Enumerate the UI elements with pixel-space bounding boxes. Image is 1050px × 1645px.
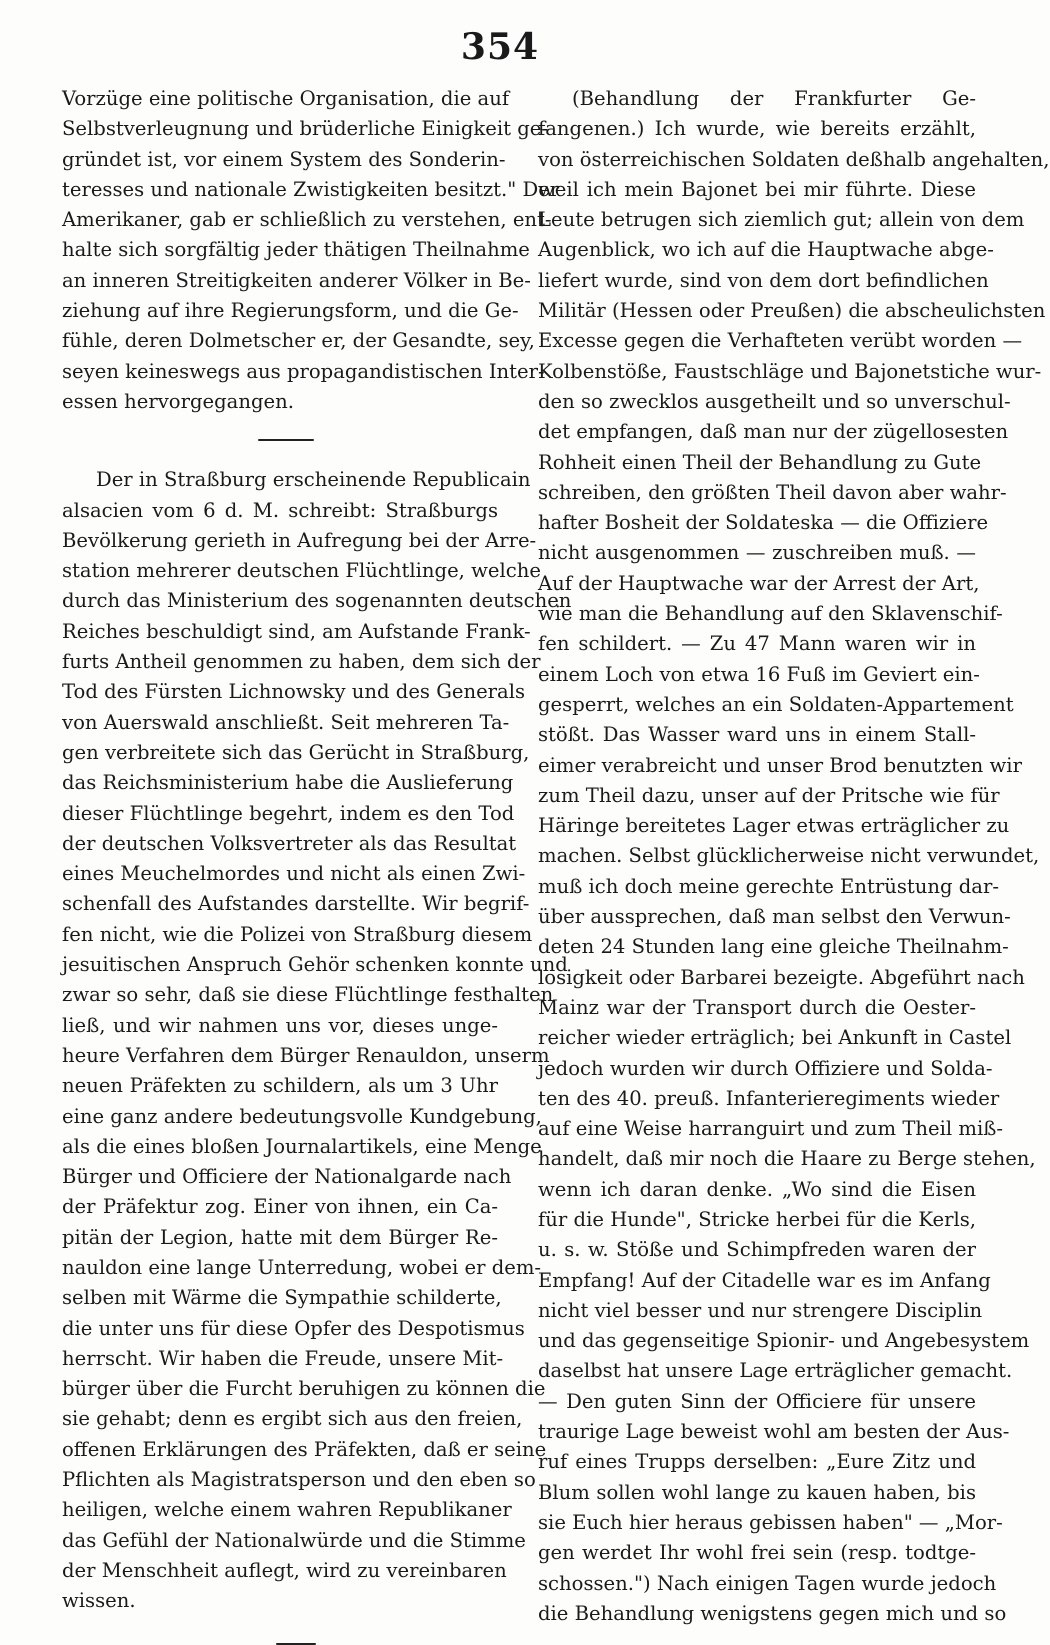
- text-line: Leute betrugen sich ziemlich gut; allein von dem: [538, 208, 1025, 232]
- text-line: traurige Lage beweist wohl am besten der Aus-: [538, 1420, 1010, 1444]
- text-line: Vorzüge eine politische Organisation, die auf: [62, 87, 510, 110]
- text-line: die Behandlung wenigstens gegen mich und so: [538, 1601, 1007, 1625]
- text-line: alsacien vom 6 d. M. schreibt: Straßburgs: [62, 498, 498, 522]
- text-line: jesuitischen Anspruch Gehör schenken konnte und: [62, 953, 568, 977]
- text-line: über aussprechen, daß man selbst den Verwun-: [538, 905, 1011, 929]
- text-line: fühle, deren Dolmetscher er, der Gesandte, sey,: [62, 329, 535, 353]
- text-line: als die eines bloßen Journalartikels, eine Menge: [62, 1134, 542, 1158]
- text-line: halte sich sorgfältig jeder thätigen Theilnahme: [62, 238, 530, 262]
- text-line: gesperrt, welches an ein Soldaten-Appartement: [538, 692, 1014, 716]
- text-line: handelt, daß mir noch die Haare zu Berge stehen,: [538, 1147, 1036, 1171]
- text-line: daselbst hat unsere Lage erträglicher gemacht.: [538, 1359, 1013, 1383]
- text-line: wie man die Behandlung auf den Sklavenschif-: [538, 602, 1003, 626]
- text-line: gen werdet Ihr wohl frei sein (resp. todtge-: [538, 1541, 976, 1565]
- text-line: det empfangen, daß man nur der zügellosesten: [538, 420, 1009, 444]
- text-line: ziehung auf ihre Regierungsform, und die Ge-: [62, 299, 519, 323]
- text-line: pitän der Legion, hatte mit dem Bürger Re-: [62, 1225, 498, 1249]
- text-line: durch das Ministerium des sogenannten deutschen: [62, 589, 572, 613]
- text-line: selben mit Wärme die Sympathie schilderte,: [62, 1286, 502, 1310]
- text-line: Auf der Hauptwache war der Arrest der Art,: [538, 571, 980, 595]
- text-line: Kolbenstöße, Faustschläge und Bajonetstiche wur-: [538, 359, 1042, 383]
- text-line: Der in Straßburg erscheinende Republicain: [96, 468, 531, 492]
- text-line: Bürger und Officiere der Nationalgarde nach: [62, 1165, 512, 1189]
- text-line: Rohheit einen Theil der Behandlung zu Gute: [538, 450, 982, 474]
- paragraph-frankfurt-prisoners: [538, 84, 1050, 1629]
- text-line: hafter Bosheit der Soldateska — die Offiziere: [538, 511, 989, 535]
- text-line: station mehrerer deutschen Flüchtlinge, welche: [62, 559, 541, 583]
- text-line: den so zwecklos ausgetheilt und so unverschul-: [538, 389, 1011, 413]
- text-line: neuen Präfekten zu schildern, als um 3 Uhr: [62, 1074, 498, 1098]
- text-line: sie gehabt; denn es ergibt sich aus den freien,: [62, 1407, 523, 1431]
- text-line: Augenblick, wo ich auf die Hauptwache abge-: [538, 238, 994, 262]
- text-line: zum Theil dazu, unser auf der Pritsche wie für: [538, 783, 1000, 807]
- text-line: Militär (Hessen oder Preußen) die abscheulichsten: [538, 299, 1046, 323]
- text-line: schenfall des Aufstandes darstellte. Wir begrif-: [62, 892, 530, 916]
- text-line: von österreichischen Soldaten deßhalb angehalten,: [538, 147, 1050, 171]
- text-line: muß ich doch meine gerechte Entrüstung dar-: [538, 874, 999, 898]
- text-line: schreiben, den größten Theil davon aber wahr-: [538, 480, 1007, 504]
- text-line: — Den guten Sinn der Officiere für unsere: [538, 1389, 976, 1413]
- text-line: der Menschheit auflegt, wird zu vereinbaren: [62, 1558, 507, 1582]
- text-line: weil ich mein Bajonet bei mir führte. Diese: [538, 177, 976, 201]
- text-line: der Präfektur zog. Einer von ihnen, ein Ca-: [62, 1195, 498, 1219]
- text-line: auf eine Weise harranguirt und zum Theil miß-: [538, 1117, 1003, 1141]
- text-line: die unter uns für diese Opfer des Despotismus: [62, 1316, 525, 1340]
- text-line: fen schildert. — Zu 47 Mann waren wir in: [538, 632, 976, 656]
- text-line: Häringe bereitetes Lager etwas erträglicher zu: [538, 814, 1010, 838]
- text-line: das Reichsministerium habe die Auslieferung: [62, 771, 514, 795]
- text-line: wenn ich daran denke. „Wo sind die Eisen: [538, 1177, 976, 1201]
- text-line: ruf eines Trupps derselben: „Eure Zitz und: [538, 1450, 976, 1474]
- text-line: nauldon eine lange Unterredung, wobei er dem-: [62, 1255, 542, 1279]
- end-divider: [276, 1643, 316, 1645]
- text-line: Selbstverleugnung und brüderliche Einigkeit ge-: [62, 117, 549, 141]
- text-line: und das gegenseitige Spionir- und Angebesystem: [538, 1329, 1030, 1353]
- text-line: für die Hunde", Stricke herbei für die Kerls,: [538, 1207, 976, 1231]
- text-line: Amerikaner, gab er schließlich zu verstehen, ent-: [62, 208, 552, 232]
- text-line: eine ganz andere bedeutungsvolle Kundgebung,: [62, 1104, 542, 1128]
- text-line: essen hervorgegangen.: [62, 389, 294, 413]
- text-line: teresses und nationale Zwistigkeiten besitzt." Der: [62, 177, 560, 201]
- text-line: der deutschen Volksvertreter als das Resultat: [62, 831, 517, 855]
- text-line: fangenen.) Ich wurde, wie bereits erzählt,: [538, 117, 976, 141]
- text-line: Reiches beschuldigt sind, am Aufstande Frank-: [62, 619, 531, 643]
- text-line: seyen keineswegs aus propagandistischen Inter-: [62, 359, 545, 383]
- text-line: Tod des Fürsten Lichnowsky und des Generals: [62, 680, 526, 704]
- text-line: u. s. w. Stöße und Schimpfreden waren der: [538, 1238, 976, 1262]
- text-line: Blum sollen wohl lange zu kauen haben, bis: [538, 1480, 976, 1504]
- text-line: sie Euch hier heraus gebissen haben" — „Mor-: [538, 1510, 1003, 1534]
- text-line: deten 24 Stunden lang eine gleiche Theilnahm-: [538, 935, 1009, 959]
- text-line: (Behandlung der Frankfurter Ge-: [572, 87, 976, 110]
- text-line: Bevölkerung gerieth in Aufregung bei der Arre-: [62, 528, 537, 552]
- text-line: reicher wieder erträglich; bei Ankunft in Castel: [538, 1026, 1012, 1050]
- text-line: nicht ausgenommen — zuschreiben muß. —: [538, 541, 976, 565]
- text-line: das Gefühl der Nationalwürde und die Stimme: [62, 1528, 526, 1552]
- text-line: schossen.") Nach einigen Tagen wurde jedoch: [538, 1571, 997, 1595]
- text-line: Empfang! Auf der Citadelle war es im Anfang: [538, 1268, 991, 1292]
- text-line: offenen Erklärungen des Präfekten, daß er seine: [62, 1437, 547, 1461]
- text-line: nicht viel besser und nur strengere Disciplin: [538, 1298, 983, 1322]
- section-divider: [258, 439, 314, 441]
- text-line: furts Antheil genommen zu haben, dem sich der: [62, 650, 541, 674]
- text-line: wissen.: [62, 1589, 136, 1613]
- text-line: dieser Flüchtlinge begehrt, indem es den Tod: [62, 801, 515, 825]
- text-line: an inneren Streitigkeiten anderer Völker in Be-: [62, 268, 531, 292]
- right-column: [538, 84, 1050, 1629]
- text-line: stößt. Das Wasser ward uns in einem Stall-: [538, 723, 976, 747]
- text-line: machen. Selbst glücklicherweise nicht verwundet,: [538, 844, 1040, 868]
- text-line: Mainz war der Transport durch die Oester-: [538, 995, 976, 1019]
- text-line: losigkeit oder Barbarei bezeigte. Abgeführt nach: [538, 965, 1025, 989]
- text-line: ließ, und wir nahmen uns vor, dieses unge-: [62, 1013, 498, 1037]
- text-line: Excesse gegen die Verhafteten verübt worden —: [538, 329, 1023, 353]
- text-line: eines Meuchelmordes und nicht als einen Zwi-: [62, 862, 526, 886]
- text-line: gen verbreitete sich das Gerücht in Straßburg,: [62, 740, 530, 764]
- text-line: liefert wurde, sind von dem dort befindlichen: [538, 268, 989, 292]
- text-line: heiligen, welche einem wahren Republikaner: [62, 1498, 512, 1522]
- text-line: zwar so sehr, daß sie diese Flüchtlinge festhalten: [62, 983, 554, 1007]
- text-line: fen nicht, wie die Polizei von Straßburg diesem: [62, 922, 533, 946]
- text-line: herrscht. Wir haben die Freude, unsere Mit-: [62, 1346, 504, 1370]
- text-line: gründet ist, vor einem System des Sonderin-: [62, 147, 506, 171]
- text-line: Pflichten als Magistratsperson und den eben so: [62, 1468, 536, 1492]
- text-line: ten des 40. preuß. Infanterieregiments wieder: [538, 1086, 1000, 1110]
- text-line: jedoch wurden wir durch Offiziere und Solda-: [538, 1056, 993, 1080]
- text-line: eimer verabreicht und unser Brod benutzten wir: [538, 753, 1022, 777]
- paragraph-strasbourg-refugees: [62, 465, 572, 1616]
- page-number: 354: [460, 26, 540, 68]
- text-line: bürger über die Furcht beruhigen zu können die: [62, 1377, 546, 1401]
- text-line: heure Verfahren dem Bürger Renauldon, unserm: [62, 1043, 550, 1067]
- text-line: einem Loch von etwa 16 Fuß im Geviert ein-: [538, 662, 980, 686]
- left-column: [62, 84, 572, 1645]
- text-line: von Auerswald anschließt. Seit mehreren Ta-: [62, 710, 510, 734]
- paragraph-diplomacy: [62, 84, 560, 417]
